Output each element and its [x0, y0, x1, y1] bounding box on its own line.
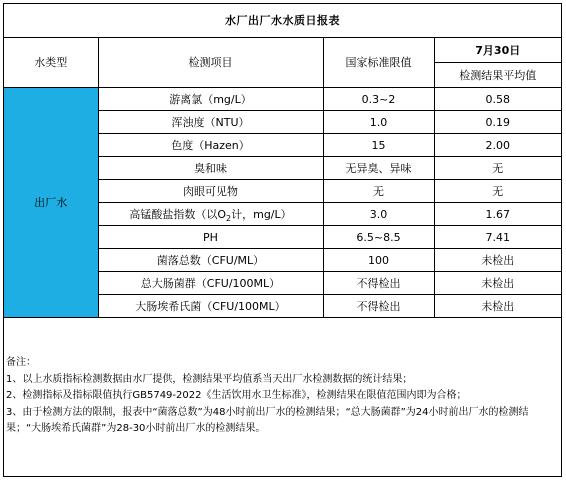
item-total-colonies: 菌落总数（CFU/ML）: [98, 249, 323, 272]
item-visible-matter: 肉眼可见物: [98, 180, 323, 203]
header-national-limit: 国家标准限值: [323, 38, 434, 88]
report-title: 水厂出厂水水质日报表: [4, 4, 561, 38]
limit-free-chlorine: 0.3~2: [323, 88, 434, 111]
result-total-coliforms: 未检出: [434, 272, 561, 295]
water-type-cell: 出厂水: [4, 88, 98, 318]
item-total-coliforms: 总大肠菌群（CFU/100ML）: [98, 272, 323, 295]
limit-visible-matter: 无: [323, 180, 434, 203]
item-free-chlorine: 游离氯（mg/L）: [98, 88, 323, 111]
item-permanganate-prefix: 高锰酸盐指数（以O: [129, 207, 227, 221]
item-permanganate-subscript: 2: [226, 213, 232, 223]
result-total-colonies: 未检出: [434, 249, 561, 272]
limit-e-coli: 不得检出: [323, 295, 434, 318]
report-table: [4, 4, 561, 318]
table-row: [4, 88, 561, 111]
note-item: 2、检测指标及指标限值执行GB5749-2022《生活饮用水卫生标准》，检测结果在限值范围内即为合格；: [6, 390, 467, 401]
note-item: 1、以上水质指标检测数据由水厂提供，检测结果平均值系当天出厂水检测数据的统计结果；: [6, 373, 413, 385]
item-e-coli: 大肠埃希氏菌（CFU/100ML）: [98, 295, 323, 318]
item-turbidity: 浑浊度（NTU）: [98, 111, 323, 134]
result-turbidity: 0.19: [434, 111, 561, 134]
result-ph: 7.41: [434, 226, 561, 249]
result-e-coli: 未检出: [434, 295, 561, 318]
limit-turbidity: 1.0: [323, 111, 434, 134]
water-quality-report: [3, 3, 562, 477]
limit-ph: 6.5~8.5: [323, 226, 434, 249]
result-permanganate-index: 1.67: [434, 203, 561, 226]
item-color: 色度（Hazen）: [98, 134, 323, 157]
result-free-chlorine: 0.58: [434, 88, 561, 111]
result-odor-taste: 无: [434, 157, 561, 180]
header-test-item: 检测项目: [98, 38, 323, 88]
limit-total-coliforms: 不得检出: [323, 272, 434, 295]
item-permanganate-suffix: 计，mg/L）: [231, 207, 292, 221]
item-permanganate-index: [98, 203, 323, 226]
header-water-type: 水类型: [4, 38, 98, 88]
report-date: 7月30日: [434, 38, 561, 63]
notes-section: [6, 355, 558, 438]
header-result-average: 检测结果平均值: [434, 63, 561, 88]
item-odor-taste: 臭和味: [98, 157, 323, 180]
result-visible-matter: 无: [434, 180, 561, 203]
note-item: 3、由于检测方法的限制，报表中“菌落总数”为48小时前出厂水的检测结果；“总大肠菌群”为24小时前出厂水的检测结果；“大肠埃希氏菌群”为28-30小时前出厂水的检测结果。: [6, 406, 529, 434]
item-ph: PH: [98, 226, 323, 249]
limit-total-colonies: 100: [323, 249, 434, 272]
limit-permanganate-index: 3.0: [323, 203, 434, 226]
notes-heading: 备注：: [6, 357, 36, 368]
result-color: 2.00: [434, 134, 561, 157]
limit-odor-taste: 无异臭、异味: [323, 157, 434, 180]
limit-color: 15: [323, 134, 434, 157]
